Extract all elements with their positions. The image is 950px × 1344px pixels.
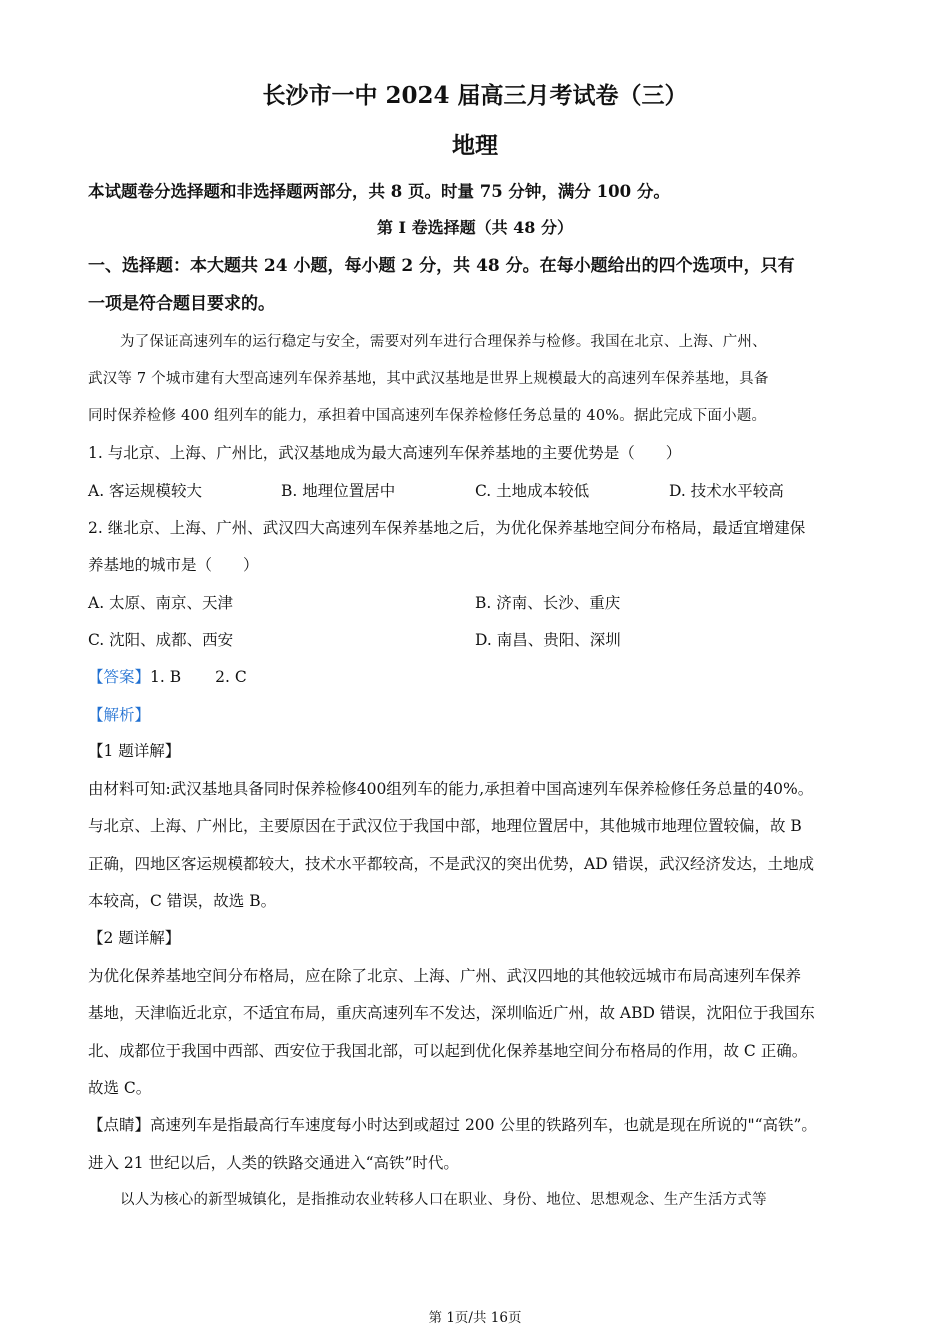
exam-title: 长沙市一中 2024 届高三月考试卷（三） bbox=[262, 82, 688, 109]
page-footer: 第 1页/共 16页 bbox=[428, 1310, 522, 1326]
q1-option-c: C. 土地成本较低 bbox=[475, 482, 590, 500]
question-2-stem-line2: 养基地的城市是（ ） bbox=[88, 556, 259, 574]
passage1-line3: 同时保养检修 400 组列车的能力，承担着中国高速列车保养检修任务总量的 40%。据此完成下面小题。 bbox=[88, 408, 767, 424]
instructions: 本试题卷分选择题和非选择题两部分，共 8 页。时量 75 分钟，满分 100 分。 bbox=[88, 182, 670, 201]
q2-option-d: D. 南昌、贵阳、深圳 bbox=[475, 631, 621, 649]
question-2-stem-line1: 2. 继北京、上海、广州、武汉四大高速列车保养基地之后，为优化保养基地空间分布格局，最适宜增建保 bbox=[88, 519, 806, 537]
detail-2-line3: 北、成都位于我国中西部、西安位于我国北部，可以起到优化保养基地空间分布格局的作用，故 C 正确。 bbox=[88, 1042, 808, 1060]
passage1-line1: 为了保证高速列车的运行稳定与安全，需要对列车进行合理保养与检修。我国在北京、上海、广州、 bbox=[120, 334, 767, 350]
answer-2: 2. C bbox=[215, 668, 247, 686]
detail-2-line2: 基地，天津临近北京，不适宜布局，重庆高速列车不发达，深圳临近广州，故 ABD 错误，沈阳位于我国东 bbox=[88, 1004, 815, 1022]
q1-option-b: B. 地理位置居中 bbox=[281, 482, 396, 500]
detail-1-label: 【1 题详解】 bbox=[88, 742, 181, 760]
analysis-label: 【解析】 bbox=[88, 706, 151, 724]
detail-1-line3: 正确，四地区客运规模都较大，技术水平都较高，不是武汉的突出优势，AD 错误，武汉经济发达，土地成 bbox=[88, 855, 815, 873]
detail-2-label: 【2 题详解】 bbox=[88, 929, 181, 947]
passage2-line1: 以人为核心的新型城镇化，是指推动农业转移人口在职业、身份、地位、思想观念、生产生活方式等 bbox=[120, 1192, 767, 1208]
section-heading-line1: 一、选择题：本大题共 24 小题，每小题 2 分，共 48 分。在每小题给出的四个选项中，只有 bbox=[88, 256, 795, 276]
section-heading-line2: 一项是符合题目要求的。 bbox=[88, 294, 275, 314]
q2-option-a: A. 太原、南京、天津 bbox=[88, 594, 234, 612]
q2-option-b: B. 济南、长沙、重庆 bbox=[475, 594, 621, 612]
subject-title: 地理 bbox=[452, 132, 498, 159]
detail-1-line1: 由材料可知:武汉基地具备同时保养检修400组列车的能力,承担着中国高速列车保养检修任务总量的40%。 bbox=[88, 780, 814, 798]
tip-line1 bbox=[88, 1115, 817, 1135]
tip-label: 【点睛】 bbox=[88, 1116, 151, 1134]
tip-text: 高速列车是指最高行车速度每小时达到或超过 200 公里的铁路列车，也就是现在所说的"“高铁”。 bbox=[150, 1116, 817, 1134]
q2-option-c: C. 沈阳、成都、西安 bbox=[88, 631, 234, 649]
tip-line2: 进入 21 世纪以后，人类的铁路交通进入“高铁”时代。 bbox=[88, 1154, 459, 1172]
answer-label: 【答案】 bbox=[88, 668, 151, 686]
volume-title: 第 I 卷选择题（共 48 分） bbox=[376, 218, 574, 237]
q1-option-a: A. 客运规模较大 bbox=[88, 482, 203, 500]
answer-1: 1. B bbox=[150, 668, 182, 686]
detail-2-line4: 故选 C。 bbox=[88, 1079, 152, 1097]
detail-1-line4: 本较高，C 错误，故选 B。 bbox=[88, 892, 277, 910]
passage1-line2: 武汉等 7 个城市建有大型高速列车保养基地，其中武汉基地是世界上规模最大的高速列车保养基地，具备 bbox=[88, 371, 769, 387]
answer-row bbox=[88, 667, 247, 687]
q1-option-d: D. 技术水平较高 bbox=[669, 482, 784, 500]
detail-2-line1: 为优化保养基地空间分布格局，应在除了北京、上海、广州、武汉四地的其他较远城市布局高速列车保养 bbox=[88, 967, 802, 985]
detail-1-line2: 与北京、上海、广州比，主要原因在于武汉位于我国中部，地理位置居中，其他城市地理位置较偏，故 B bbox=[88, 817, 802, 835]
question-1-stem: 1. 与北京、上海、广州比，武汉基地成为最大高速列车保养基地的主要优势是（ ） bbox=[88, 444, 682, 462]
